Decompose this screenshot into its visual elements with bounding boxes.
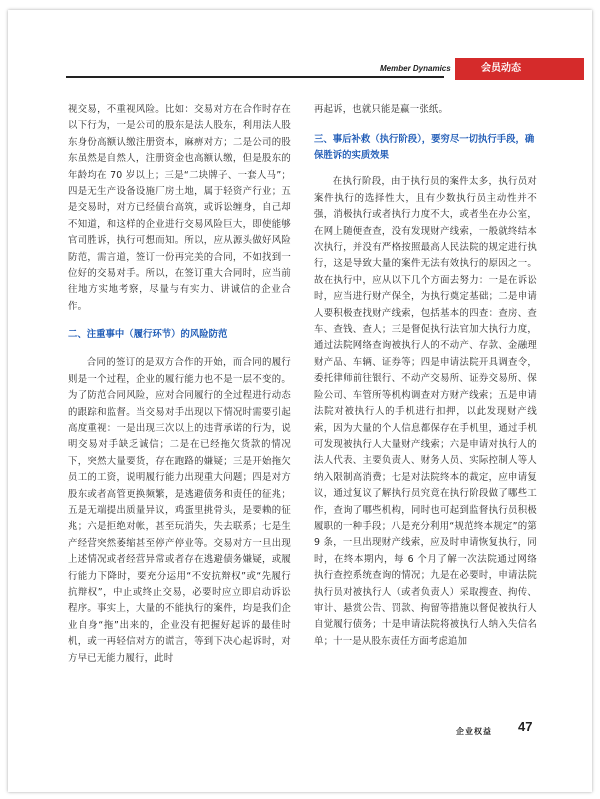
page-number: 47: [518, 719, 533, 734]
subheading: 三、事后补救（执行阶段），要穷尽一切执行手段，确保胜诉的实质效果: [314, 134, 535, 162]
header-rule: [66, 76, 444, 78]
left-column: [68, 102, 291, 667]
section-title-en: Member Dynamics: [380, 64, 451, 73]
paragraph: 再起诉，也就只能是赢一张纸。: [314, 104, 449, 115]
section-tag: 会员动态: [455, 58, 584, 80]
right-column: [314, 102, 537, 650]
footer-magazine-name: 企业权益: [456, 726, 492, 736]
paragraph: 在执行阶段，由于执行员的案件太多，执行员对案件执行的选择性大，且有少数执行员主动性并不强，消极执行或者执行力度不大，或者坐在办公室，在网上随便查查，没有发现财产线索，一般就终结本次执行，并没有严格按照最高人民法院的规定进行执行，这是导致大量的案件无法有效执行的原因之一。故在执行中，应从以下几个方面去努力：一是在诉讼时，应当进行财产保全，为执行奠定基础；二是申请人要积极查找财产线索，包括基本的四查：查房、查车、查钱、查人；三是督促执行法官加大执行力度，通过法院网络查询被执行人的不动产、存款、金融理财产品、车辆、证券等；四是申请法院开具调查令，委托律师前往银行、不动产交易所、证券交易所、保险公司、车管所等机构调查对方财产线索；五是申请法院对被执行人的手机进行扣押，以此发现财产线索，因为大量的个人信息都保存在手机里，通过手机可发现被执行人大量财产线索；六是申请对执行人的法人代表、主要负责人、财务人员、实际控制人等人纳入限制高消费；七是对法院终本的裁定，应申请复议，通过复议了解执行员究竟在执行阶段做了哪些工作，查询了哪些机构，同时也可起到监督执行员积极履职的一种手段；八是充分利用“规范终本规定”的第 9 条，一旦出现财产线索，应及时申请恢复执行，同时，在终本期内，每 6 个月了解一次法院通过网络执行查控系统查询的情况；九是在必要时，申请法院执行员对被执行人（或者负责人）采取搜查、拘传、审计、悬赏公告、罚款、拘留等措施以督促被执行人自觉履行债务；十是申请法院将被执行人纳入失信名单；十一是从股东责任方面考虑追加: [314, 176, 537, 647]
subheading: 二、注重事中（履行环节）的风险防范: [68, 329, 228, 341]
paragraph: 视交易，不重视风险。比如：交易对方在合作时存在以下行为，一是公司的股东是法人股东，利用法人股东身份高额认缴注册资本，麻痹对方；二是公司的股东虽然是自然人，注册资金也高额认缴，但是股东的年龄均在 70 岁以上；三是“二块牌子、一套人马”；四是无生产设备设施厂房土地，属于轻资产行业；五是交易时，对方已经债台高筑，或诉讼缠身，自己却不知道，和这样的企业进行交易风险巨大，即使能够官司胜诉，执行可想而知。所以，应从源头做好风险防范，需言道，签订一份再完美的合同，不如找到一位好的交易对手。所以，在签订重大合同时，应当前往地方实地考察，尽量与有实力、讲诚信的企业合作。: [68, 104, 291, 312]
paragraph: 合同的签订的是双方合作的开始，而合同的履行则是一个过程，企业的履行能力也不是一层不变的。为了防范合同风险，应对合同履行的全过程进行动态的跟踪和监督。当交易对手出现以下情况时需要引起高度重视：一是出现三次以上的违背承诺的行为，说明交易对手缺乏诚信；二是在已经拖欠货款的情况下，突然大量要货，存在跑路的嫌疑；三是开始拖欠员工的工资，说明履行能力出现重大问题；四是对方股东或者高管更换频繁，是逃避债务和责任的征兆；五是无端提出质量异议，鸡蛋里挑骨头，是要赖的征兆；六是拒绝对帐，甚至玩消失，失去联系；七是生产经营突然萎缩甚至停产停业等。交易对方一旦出现上述情况或者经营异常或者存在逃避债务嫌疑，或履行能力下降时，要充分运用“不安抗辩权”或“先履行抗辩权”，中止或终止交易，必要时应立即启动诉讼程序。事实上，大量的不能执行的案件，均是我们企业自身“拖”出来的，企业没有把握好起诉的最佳时机，或一再轻信对方的谎言，等到下决心起诉时，对方早已无能力履行，此时: [68, 357, 291, 664]
